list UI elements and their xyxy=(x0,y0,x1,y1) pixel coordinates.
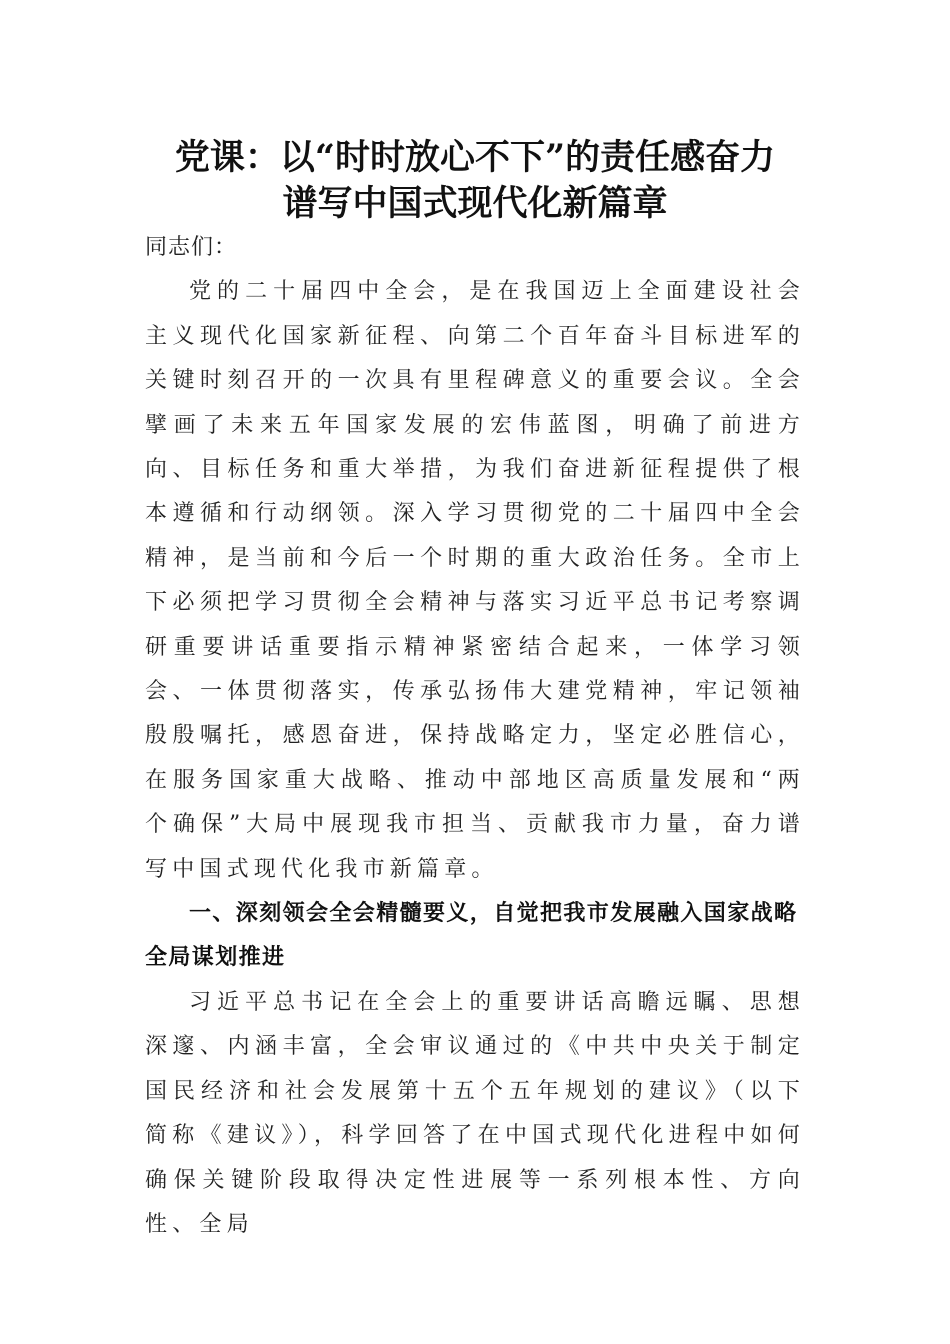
page-title xyxy=(0,135,950,227)
title-line-1: 党课：以“时时放心不下”的责任感奋力 xyxy=(174,137,776,179)
section-heading-1: 一、深刻领会全会精髓要义，自觉把我市发展融入国家战略全局谋划推进 xyxy=(145,901,798,971)
salutation: 同志们： xyxy=(145,235,238,260)
paragraph-section-1: 习近平总书记在全会上的重要讲话高瞻远瞩、思想深邃、内涵丰富，全会审议通过的《中共中央关于制定国民经济和社会发展第十五个五年规划的建议》（以下简称《建议》），科学回答了在中国式现代化进程中如何确保关键阶段取得决定性进展等一系列根本性、方向性、全局 xyxy=(145,989,805,1237)
title-line-2: 谱写中国式现代化新篇章 xyxy=(282,183,668,225)
paragraph-intro: 党的二十届四中全会，是在我国迈上全面建设社会主义现代化国家新征程、向第二个百年奋斗目标进军的关键时刻召开的一次具有里程碑意义的重要会议。全会擘画了未来五年国家发展的宏伟蓝图，明确了前进方向、目标任务和重大举措，为我们奋进新征程提供了根本遵循和行动纲领。深入学习贯彻党的二十届四中全会精神，是当前和今后一个时期的重大政治任务。全市上下必须把学习贯彻全会精神与落实习近平总书记考察调研重要讲话重要指示精神紧密结合起来，一体学习领会、一体贯彻落实，传承弘扬伟大建党精神，牢记领袖殷殷嘱托，感恩奋进，保持战略定力，坚定必胜信心，在服务国家重大战略、推动中部地区高质量发展和“两个确保”大局中展现我市担当、贡献我市力量，奋力谱写中国式现代化我市新篇章。 xyxy=(145,279,805,882)
document-body xyxy=(145,226,805,1247)
